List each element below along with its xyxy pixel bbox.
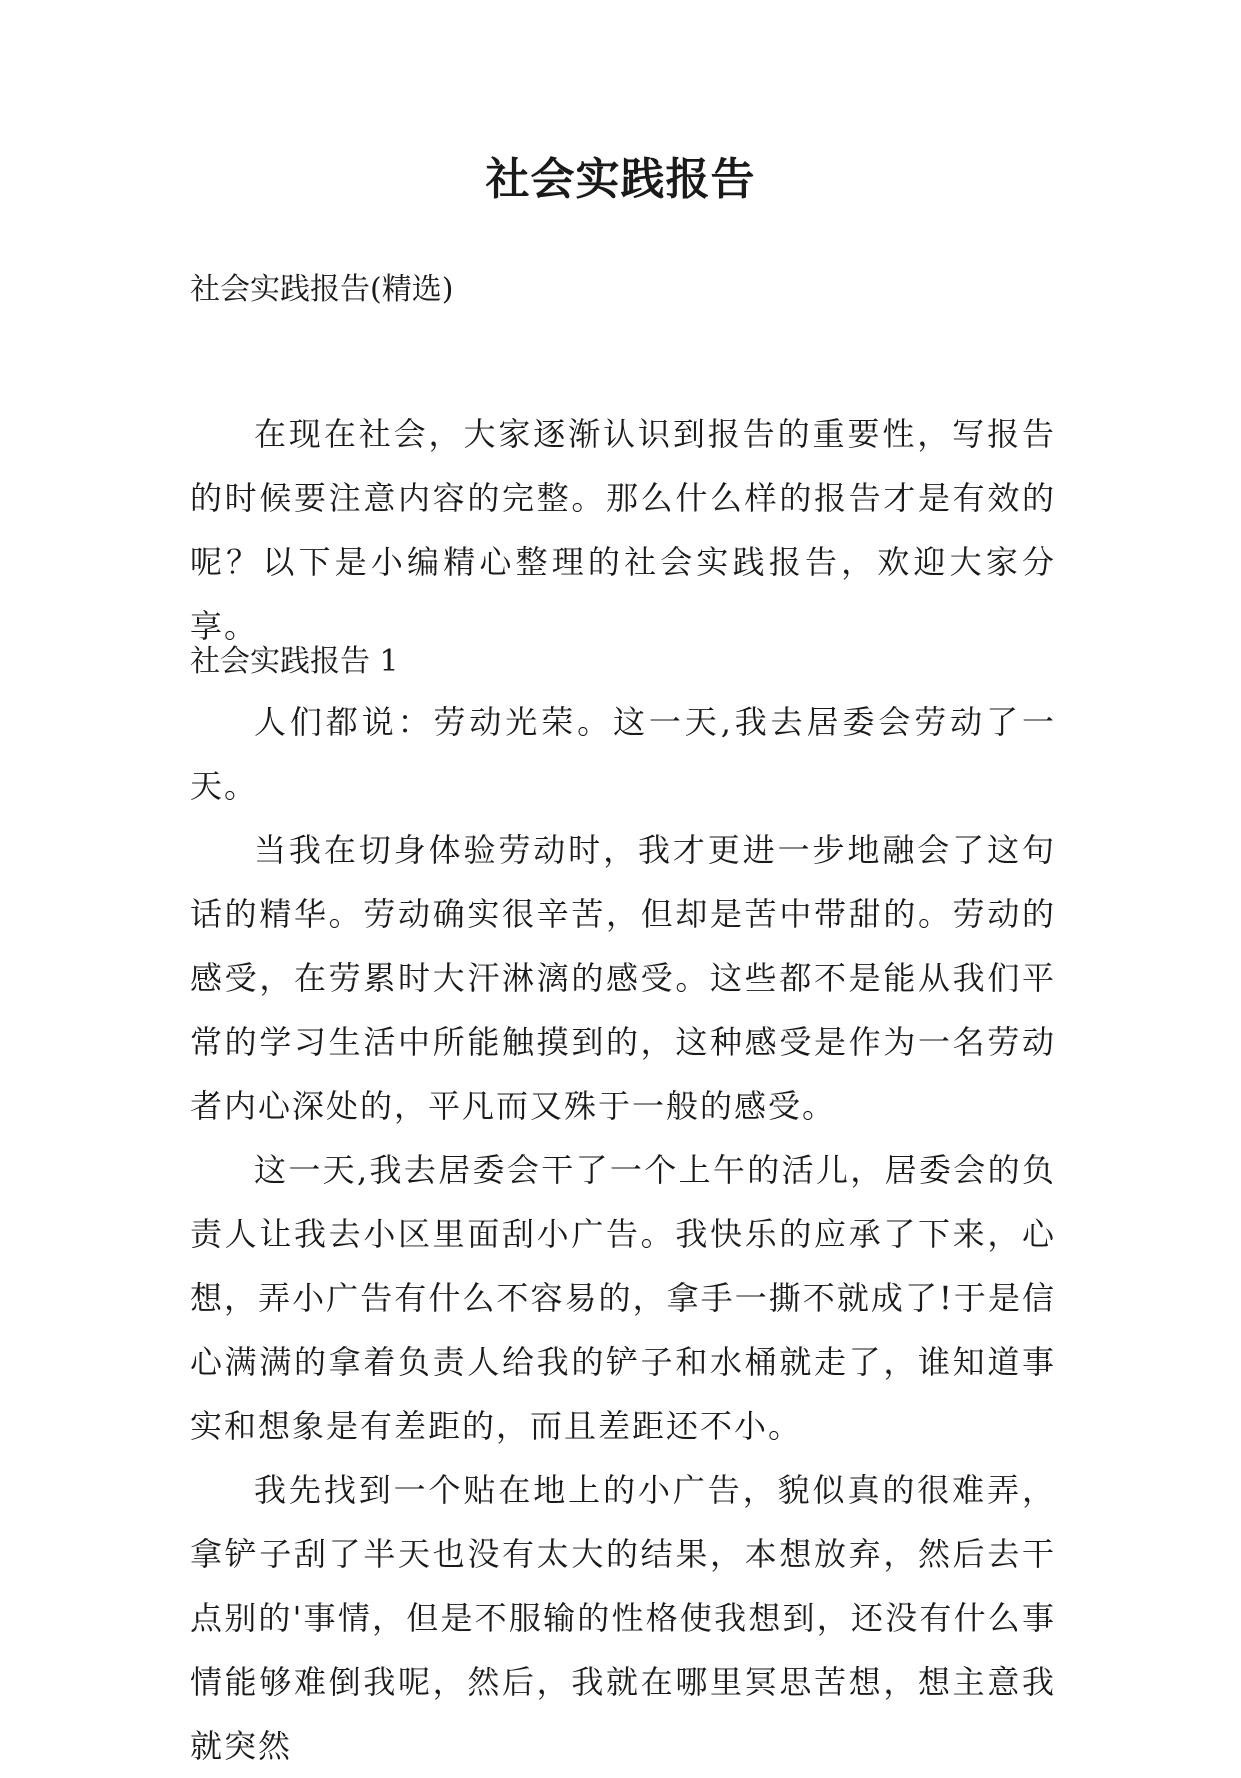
body-paragraph: 人们都说：劳动光荣。这一天,我去居委会劳动了一天。 [190,703,1056,805]
section-heading: 社会实践报告 1 [190,644,399,679]
document-title: 社会实践报告 [485,154,756,205]
body-paragraph: 我先找到一个贴在地上的小广告，貌似真的很难弄，拿铲子刮了半天也没有太大的结果，本想放弃，然后去干点别的'事情，但是不服输的性格使我想到，还没有什么事情能够难倒我呢，然后，我就在哪里冥思苦想，想主意我就突然 [190,1471,1056,1765]
intro-paragraph: 在现在社会，大家逐渐认识到报告的重要性，写报告的时候要注意内容的完整。那么什么样的报告才是有效的呢？以下是小编精心整理的社会实践报告，欢迎大家分享。 [190,415,1056,645]
document-subtitle: 社会实践报告(精选) [190,272,454,307]
body-paragraph: 当我在切身体验劳动时，我才更进一步地融会了这句话的精华。劳动确实很辛苦，但却是苦中带甜的。劳动的感受，在劳累时大汗淋漓的感受。这些都不是能从我们平常的学习生活中所能触摸到的，这种感受是作为一名劳动者内心深处的，平凡而又殊于一般的感受。 [190,831,1056,1125]
section-body [190,690,1056,1778]
body-paragraph: 这一天,我去居委会干了一个上午的活儿，居委会的负责人让我去小区里面刮小广告。我快乐的应承了下来，心想，弄小广告有什么不容易的，拿手一撕不就成了!于是信心满满的拿着负责人给我的铲子和水桶就走了，谁知道事实和想象是有差距的，而且差距还不小。 [190,1151,1056,1445]
